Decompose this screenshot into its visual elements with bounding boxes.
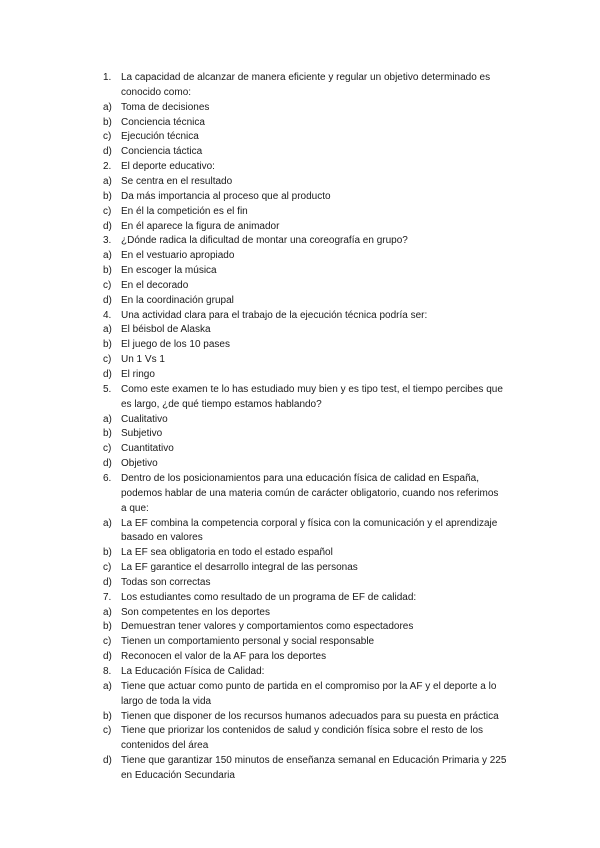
q8-option-3-text: Tiene que priorizar los contenidos de salud y condición física sobre el resto de los: [121, 725, 484, 737]
q7-option-4: [0, 649, 600, 664]
q8-option-2: [0, 709, 600, 724]
q6-option-4-marker: d): [103, 576, 112, 588]
q1-option-1-marker: a): [103, 101, 112, 113]
q7-option-2-marker: b): [103, 621, 112, 633]
q5-option-2-text: Subjetivo: [121, 428, 163, 440]
q3-option-3-text: En el decorado: [121, 279, 189, 291]
q1-option-3-marker: c): [103, 131, 112, 143]
q4-option-2: [0, 337, 600, 352]
question-4: [0, 308, 600, 323]
q2-option-3: [0, 204, 600, 219]
q7-option-2-text: Demuestran tener valores y comportamientos como espectadores: [121, 621, 414, 633]
question-5-cont-1: [0, 397, 600, 412]
q8-option-3-cont-1: [0, 738, 600, 753]
question-1-cont-1: [0, 85, 600, 100]
q6-option-1-text: La EF combina la competencia corporal y física con la comunicación y el aprendizaje: [121, 517, 498, 529]
q3-option-3-marker: c): [103, 279, 112, 291]
q2-option-1: [0, 174, 600, 189]
q5-option-2: [0, 426, 600, 441]
q7-option-3: [0, 634, 600, 649]
q5-option-1: [0, 412, 600, 427]
q2-option-4-text: En él aparece la figura de animador: [121, 220, 280, 232]
q8-option-3-cont-1-text: contenidos del área: [121, 740, 209, 752]
q5-option-3-marker: c): [103, 443, 112, 455]
q3-option-3: [0, 278, 600, 293]
question-2-text: El deporte educativo:: [121, 161, 215, 173]
q1-option-2-marker: b): [103, 116, 112, 128]
question-5-text: Como este examen te lo has estudiado muy bien y es tipo test, el tiempo percibes que: [121, 383, 503, 395]
q2-option-2: [0, 189, 600, 204]
question-7: [0, 590, 600, 605]
q1-option-3: [0, 129, 600, 144]
q7-option-2: [0, 619, 600, 634]
q1-option-3-text: Ejecución técnica: [121, 131, 199, 143]
question-3-text: ¿Dónde radica la dificultad de montar una coreografía en grupo?: [121, 235, 408, 247]
q8-option-2-marker: b): [103, 710, 112, 722]
q6-option-3: [0, 560, 600, 575]
q1-option-2-text: Conciencia técnica: [121, 116, 205, 128]
question-8: [0, 664, 600, 679]
q8-option-3: [0, 723, 600, 738]
q5-option-1-text: Cualitativo: [121, 413, 168, 425]
q4-option-4-marker: d): [103, 369, 112, 380]
question-6-text: Dentro de los posicionamientos para una educación física de calidad en España,: [121, 472, 480, 484]
q2-option-1-marker: a): [103, 175, 112, 187]
question-1-text: La capacidad de alcanzar de manera eficiente y regular un objetivo determinado es: [121, 72, 491, 83]
question-4-marker: 4.: [103, 309, 112, 321]
q4-option-3-text: Un 1 Vs 1: [121, 354, 165, 366]
q1-option-2: [0, 115, 600, 130]
question-5-marker: 5.: [103, 383, 112, 395]
q3-option-1-text: En el vestuario apropiado: [121, 250, 235, 262]
question-6-cont-1-text: podemos hablar de una materia común de carácter obligatorio, cuando nos referimos: [121, 487, 499, 499]
q8-option-4: [0, 753, 600, 768]
q6-option-1: [0, 516, 600, 531]
q2-option-4: [0, 219, 600, 234]
q1-option-1-text: Toma de decisiones: [121, 101, 210, 113]
q7-option-1: [0, 605, 600, 620]
q7-option-4-text: Reconocen el valor de la AF para los deportes: [121, 651, 327, 663]
q6-option-2-marker: b): [103, 547, 112, 559]
q8-option-4-cont-1-text: en Educación Secundaria: [121, 769, 235, 781]
q5-option-3-text: Cuantitativo: [121, 443, 174, 455]
question-1: [0, 70, 600, 85]
q1-option-1: [0, 100, 600, 115]
q6-option-3-marker: c): [103, 562, 112, 574]
q6-option-2: [0, 545, 600, 560]
question-6-cont-1: [0, 486, 600, 501]
question-6-cont-2-text: a que:: [121, 502, 149, 514]
q1-option-4-text: Conciencia táctica: [121, 146, 203, 158]
q7-option-3-marker: c): [103, 636, 112, 648]
q4-option-4-text: El ringo: [121, 369, 155, 380]
q8-option-1-text: Tiene que actuar como punto de partida en el compromiso por la AF y el deporte a lo: [121, 680, 497, 692]
q5-option-2-marker: b): [103, 428, 112, 440]
question-6: [0, 471, 600, 486]
q6-option-4-text: Todas son correctas: [121, 576, 211, 588]
q3-option-2-text: En escoger la música: [121, 265, 217, 277]
q8-option-1-marker: a): [103, 680, 112, 692]
q6-option-2-text: La EF sea obligatoria en todo el estado español: [121, 547, 333, 559]
q4-option-2-text: El juego de los 10 pases: [121, 339, 230, 351]
question-3: [0, 233, 600, 248]
q5-option-4-marker: d): [103, 458, 112, 470]
q3-option-2-marker: b): [103, 265, 112, 277]
q5-option-4: [0, 456, 600, 471]
q6-option-1-marker: a): [103, 517, 112, 529]
question-6-marker: 6.: [103, 472, 112, 484]
q8-option-4-cont-1: [0, 768, 600, 783]
q6-option-1-cont-1-text: basado en valores: [121, 532, 203, 544]
question-4-text: Una actividad clara para el trabajo de la ejecución técnica podría ser:: [121, 309, 428, 321]
question-1-marker: 1.: [103, 72, 112, 83]
q5-option-4-text: Objetivo: [121, 458, 158, 470]
q4-option-1: [0, 322, 600, 337]
q4-option-1-text: El béisbol de Alaska: [121, 324, 211, 336]
question-8-text: La Educación Física de Calidad:: [121, 666, 265, 677]
q4-option-2-marker: b): [103, 339, 112, 351]
question-3-marker: 3.: [103, 235, 112, 247]
q6-option-1-cont-1: [0, 530, 600, 545]
q2-option-1-text: Se centra en el resultado: [121, 175, 233, 187]
q8-option-2-text: Tienen que disponer de los recursos humanos adecuados para su puesta en práctica: [121, 710, 499, 722]
q3-option-1: [0, 248, 600, 263]
q2-option-2-text: Da más importancia al proceso que al producto: [121, 190, 331, 202]
q3-option-1-marker: a): [103, 250, 112, 262]
q5-option-1-marker: a): [103, 413, 112, 425]
q7-option-4-marker: d): [103, 651, 112, 663]
question-7-text: Los estudiantes como resultado de un programa de EF de calidad:: [121, 591, 417, 603]
q7-option-1-text: Son competentes en los deportes: [121, 606, 270, 618]
q8-option-1-cont-1-text: largo de toda la vida: [121, 695, 212, 707]
q2-option-3-marker: c): [103, 205, 112, 217]
q8-option-3-marker: c): [103, 725, 112, 737]
q8-option-4-marker: d): [103, 755, 112, 767]
q8-option-4-text: Tiene que garantizar 150 minutos de enseñanza semanal en Educación Primaria y 225: [121, 755, 507, 767]
q2-option-2-marker: b): [103, 190, 112, 202]
q8-option-1: [0, 679, 600, 694]
question-2: [0, 159, 600, 174]
q4-option-4: [0, 367, 600, 382]
q4-option-3: [0, 352, 600, 367]
q2-option-3-text: En él la competición es el fin: [121, 205, 248, 217]
question-7-marker: 7.: [103, 591, 112, 603]
q6-option-4: [0, 575, 600, 590]
q7-option-1-marker: a): [103, 606, 112, 618]
question-8-marker: 8.: [103, 666, 112, 677]
q7-option-3-text: Tienen un comportamiento personal y social responsable: [121, 636, 375, 648]
q4-option-1-marker: a): [103, 324, 112, 336]
question-1-cont-1-text: conocido como:: [121, 86, 192, 98]
q3-option-4-text: En la coordinación grupal: [121, 294, 234, 306]
q4-option-3-marker: c): [103, 354, 112, 366]
q3-option-2: [0, 263, 600, 278]
q3-option-4-marker: d): [103, 294, 112, 306]
q1-option-4: [0, 144, 600, 159]
q6-option-3-text: La EF garantice el desarrollo integral de las personas: [121, 562, 358, 574]
q1-option-4-marker: d): [103, 146, 112, 158]
question-5: [0, 382, 600, 397]
question-5-cont-1-text: es largo, ¿de qué tiempo estamos hablando?: [121, 398, 322, 410]
q2-option-4-marker: d): [103, 220, 112, 232]
question-2-marker: 2.: [103, 161, 112, 173]
question-6-cont-2: [0, 501, 600, 516]
q3-option-4: [0, 293, 600, 308]
q8-option-1-cont-1: [0, 694, 600, 709]
q5-option-3: [0, 441, 600, 456]
